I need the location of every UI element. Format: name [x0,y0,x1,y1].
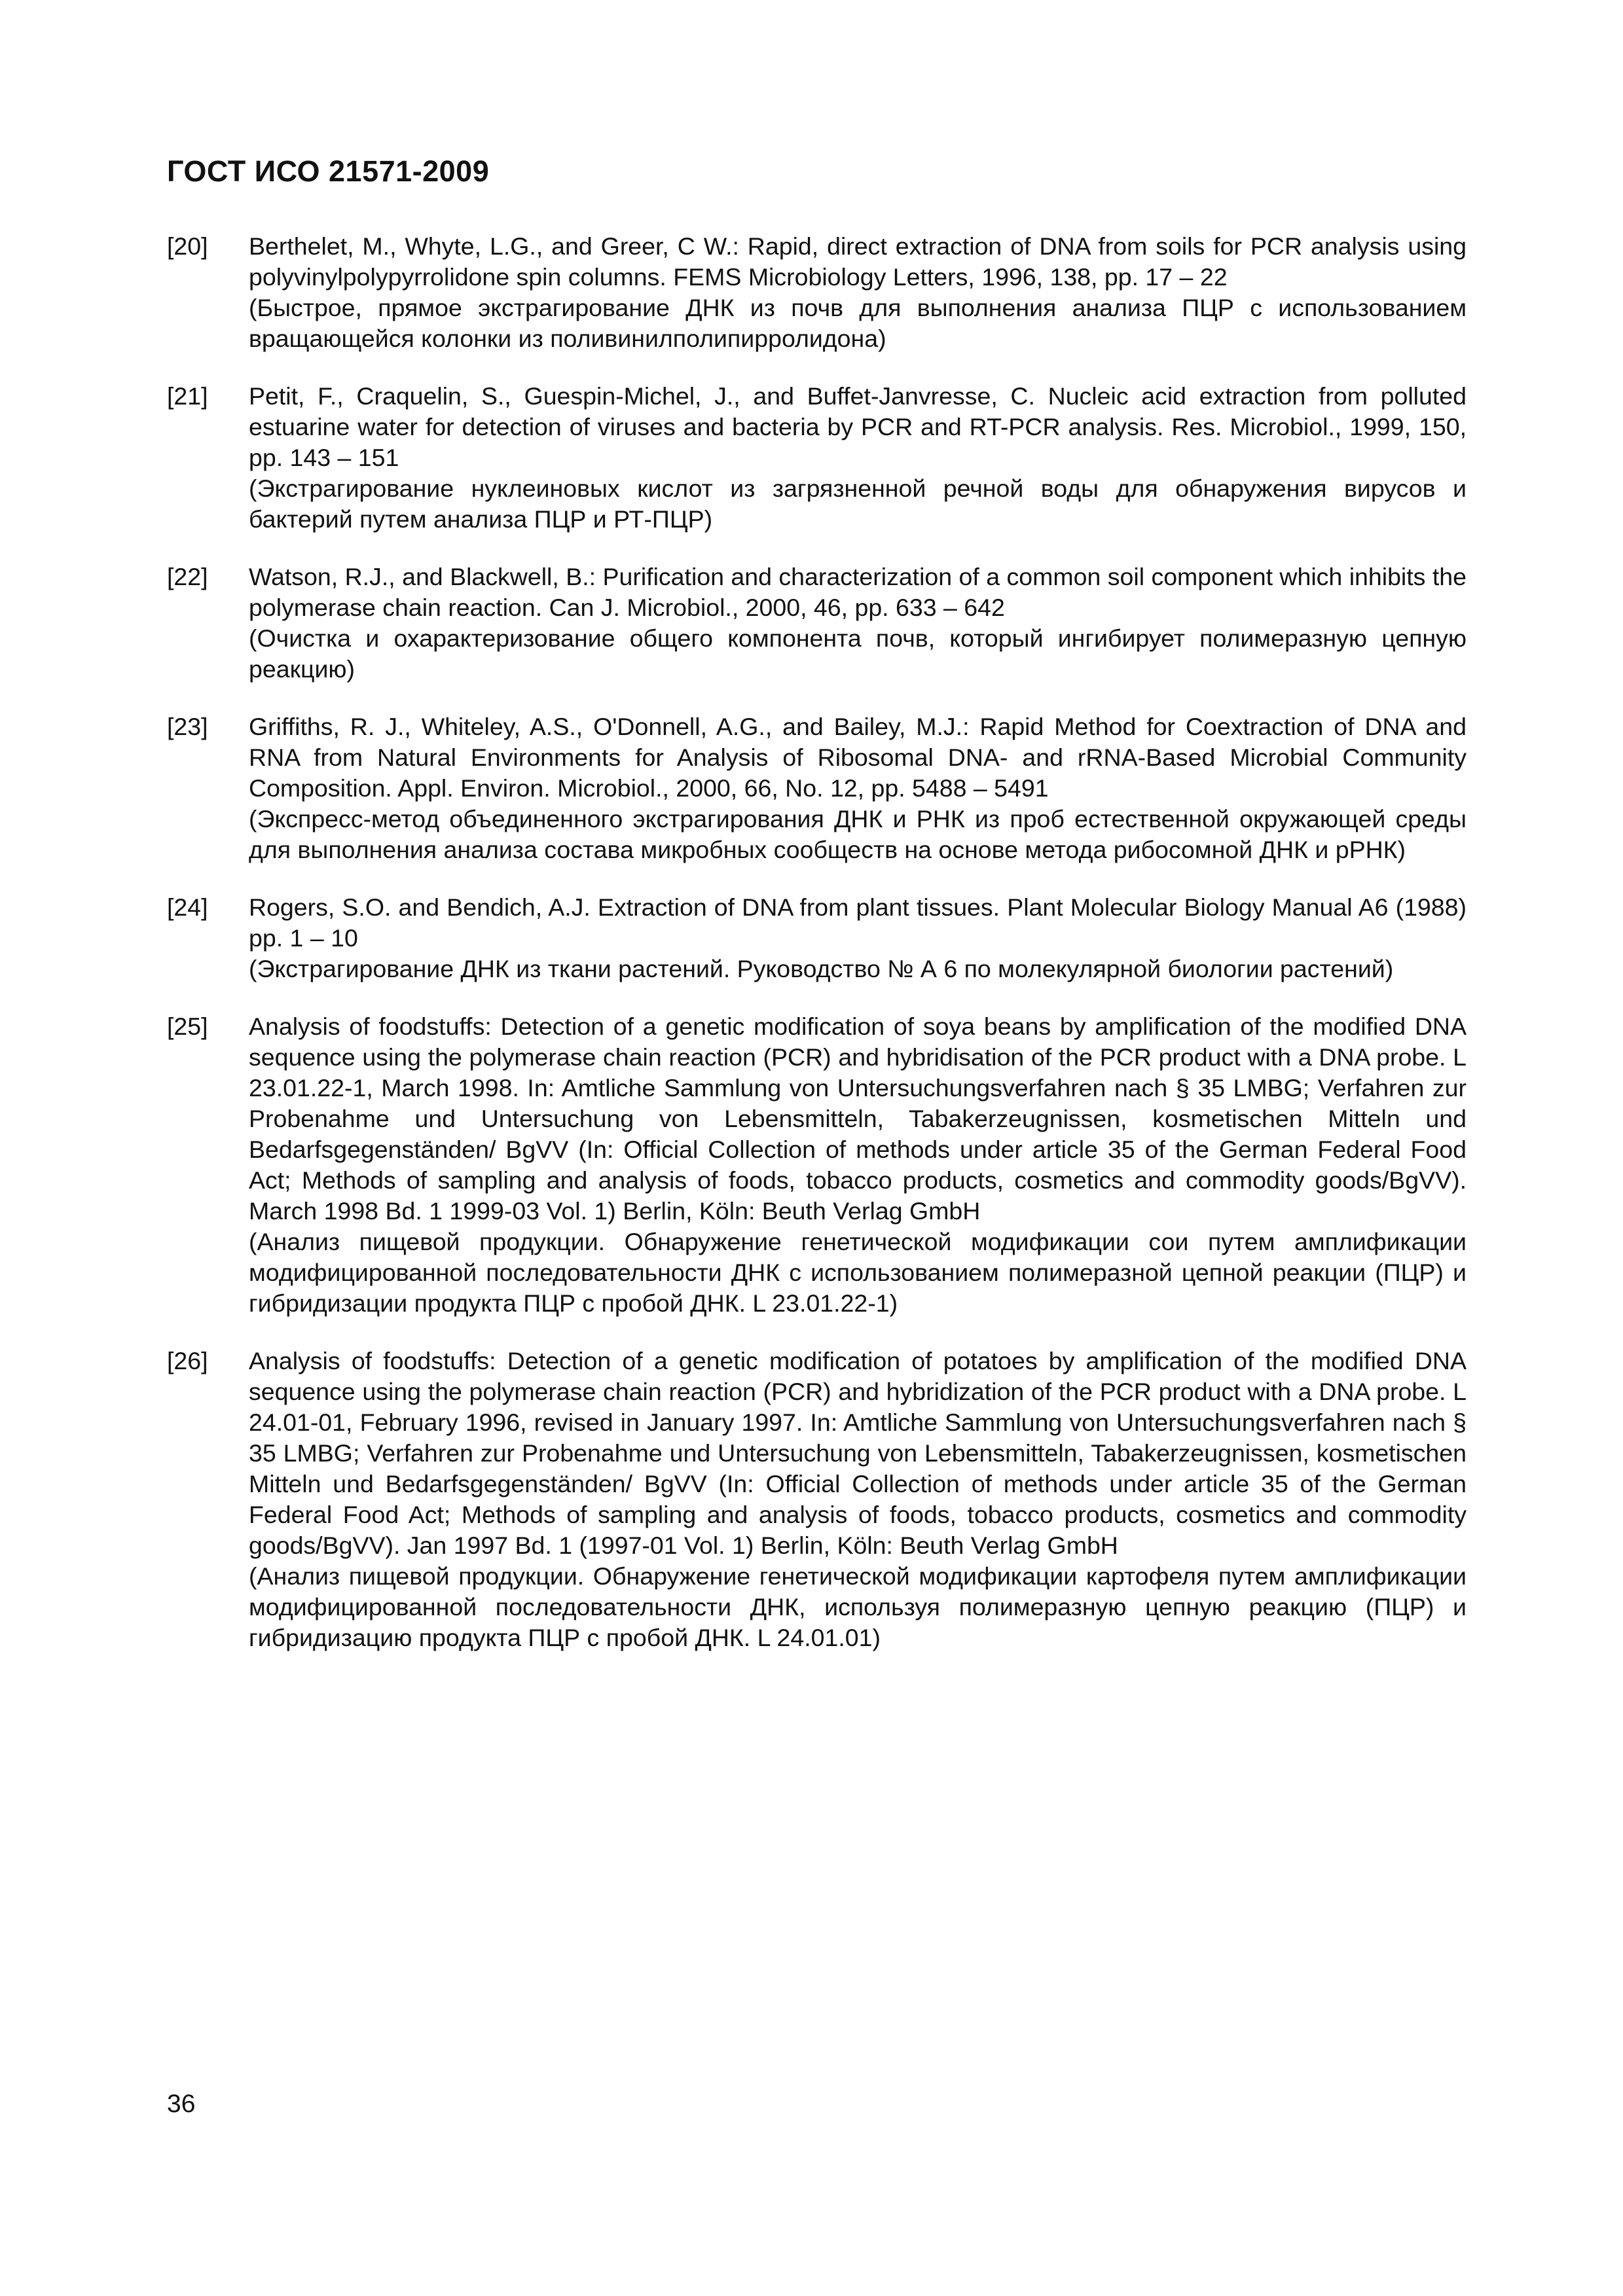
reference-item-23 [167,711,1467,865]
reference-item-20 [167,231,1467,354]
reference-number: [24] [167,893,208,921]
reference-number: [22] [167,563,208,590]
reference-number: [25] [167,1013,208,1040]
reference-translation: (Анализ пищевой продукции. Обнаружение генетической модификации сои путем амплификации модифицированной последовательности ДНК с использованием полимеразной цепной реакции (ПЦР) и гибридизации продукта ПЦР с пробой ДНК. L 23.01.22-1) [249,1228,1467,1317]
reference-original-text: Berthelet, M., Whyte, L.G., and Greer, C W.: Rapid, direct extraction of DNA from soils for PCR analysis using polyvinylpolypyrrolidone spin columns. FEMS Microbiology Letters, 1996, 138, pp. 17 – 22 [249,232,1467,291]
reference-item-22 [167,562,1467,685]
bibliography-list [167,231,1467,1680]
reference-body [249,1011,1467,1319]
reference-number: [26] [167,1347,208,1374]
reference-number: [23] [167,713,208,740]
reference-original-text: Watson, R.J., and Blackwell, B.: Purification and characterization of a common soil component which inhibits the polymerase chain reaction. Can J. Microbiol., 2000, 46, pp. 633 – 642 [249,563,1467,621]
reference-number: [20] [167,232,208,260]
reference-translation: (Экспресс-метод объединенного экстрагирования ДНК и РНК из проб естественной окружающей среды для выполнения анализа состава микробных сообществ на основе метода рибосомной ДНК и рРНК) [249,805,1467,863]
reference-translation: (Экстрагирование ДНК из ткани растений. Руководство № А 6 по молекулярной биологии растений) [249,955,1394,982]
reference-body [249,231,1467,354]
document-header: ГОСТ ИСО 21571-2009 [167,154,490,188]
reference-body [249,1346,1467,1653]
reference-translation: (Очистка и охарактеризование общего компонента почв, который ингибирует полимеразную цепную реакцию) [249,624,1467,683]
reference-original-text: Analysis of foodstuffs: Detection of a genetic modification of potatoes by amplification of the modified DNA sequence using the polymerase chain reaction (PCR) and hybridization of the PCR product with a DNA probe. L 24.01-01, February 1996, revised in January 1997. In: Amtliche Sammlung von Untersuchungsverfahren nach § 35 LMBG; Verfahren zur Probenahme und Untersuchung von Lebensmitteln, Tabakerzeugnissen, kosmetischen Mitteln und Bedarfsgegenständen/ BgVV (In: Official Collection of methods under article 35 of the German Federal Food Act; Methods of sampling and analysis of foods, tobacco products, cosmetics and commodity goods/BgVV). Jan 1997 Bd. 1 (1997-01 Vol. 1) Berlin, Köln: Beuth Verlag GmbH [249,1347,1467,1559]
reference-item-24 [167,892,1467,984]
reference-item-21 [167,381,1467,535]
reference-original-text: Analysis of foodstuffs: Detection of a genetic modification of soya beans by amplification of the modified DNA sequence using the polymerase chain reaction (PCR) and hybridisation of the PCR product with a DNA probe. L 23.01.22-1, March 1998. In: Amtliche Sammlung von Untersuchungsverfahren nach § 35 LMBG; Verfahren zur Probenahme und Untersuchung von Lebensmitteln, Tabakerzeugnissen, kosmetischen Mitteln und Bedarfsgegenständen/ BgVV (In: Official Collection of methods under article 35 of the German Federal Food Act; Methods of sampling and analysis of foods, tobacco products, cosmetics and commodity goods/BgVV). March 1998 Bd. 1 1999-03 Vol. 1) Berlin, Köln: Beuth Verlag GmbH [249,1013,1467,1225]
reference-body [249,711,1467,865]
reference-body [249,562,1467,685]
reference-original-text: Rogers, S.O. and Bendich, A.J. Extraction of DNA from plant tissues. Plant Molecular Biology Manual A6 (1988) pp. 1 – 10 [249,893,1467,952]
reference-translation: (Быстрое, прямое экстрагирование ДНК из почв для выполнения анализа ПЦР с использованием вращающейся колонки из поливинилполипирролидона) [249,294,1467,352]
page-number: 36 [167,2090,196,2118]
reference-body [249,381,1467,535]
reference-original-text: Griffiths, R. J., Whiteley, A.S., O'Donnell, A.G., and Bailey, M.J.: Rapid Method for Coextraction of DNA and RNA from Natural Environments for Analysis of Ribosomal DNA- and rRNA-Based Microbial Community Composition. Appl. Environ. Microbiol., 2000, 66, No. 12, pp. 5488 – 5491 [249,713,1467,802]
reference-body [249,892,1467,984]
reference-original-text: Petit, F., Craquelin, S., Guespin-Michel, J., and Buffet-Janvresse, C. Nucleic acid extraction from polluted estuarine water for detection of viruses and bacteria by PCR and RT-PCR analysis. Res. Microbiol., 1999, 150, pp. 143 – 151 [249,382,1467,471]
reference-item-25 [167,1011,1467,1319]
reference-item-26 [167,1346,1467,1653]
reference-number: [21] [167,382,208,410]
reference-translation: (Анализ пищевой продукции. Обнаружение генетической модификации картофеля путем амплификации модифицированной последовательности ДНК, используя полимеразную цепную реакцию (ПЦР) и гибридизацию продукта ПЦР с пробой ДНК. L 24.01.01) [249,1562,1467,1651]
reference-translation: (Экстрагирование нуклеиновых кислот из загрязненной речной воды для обнаружения вирусов и бактерий путем анализа ПЦР и РТ-ПЦР) [249,475,1467,533]
